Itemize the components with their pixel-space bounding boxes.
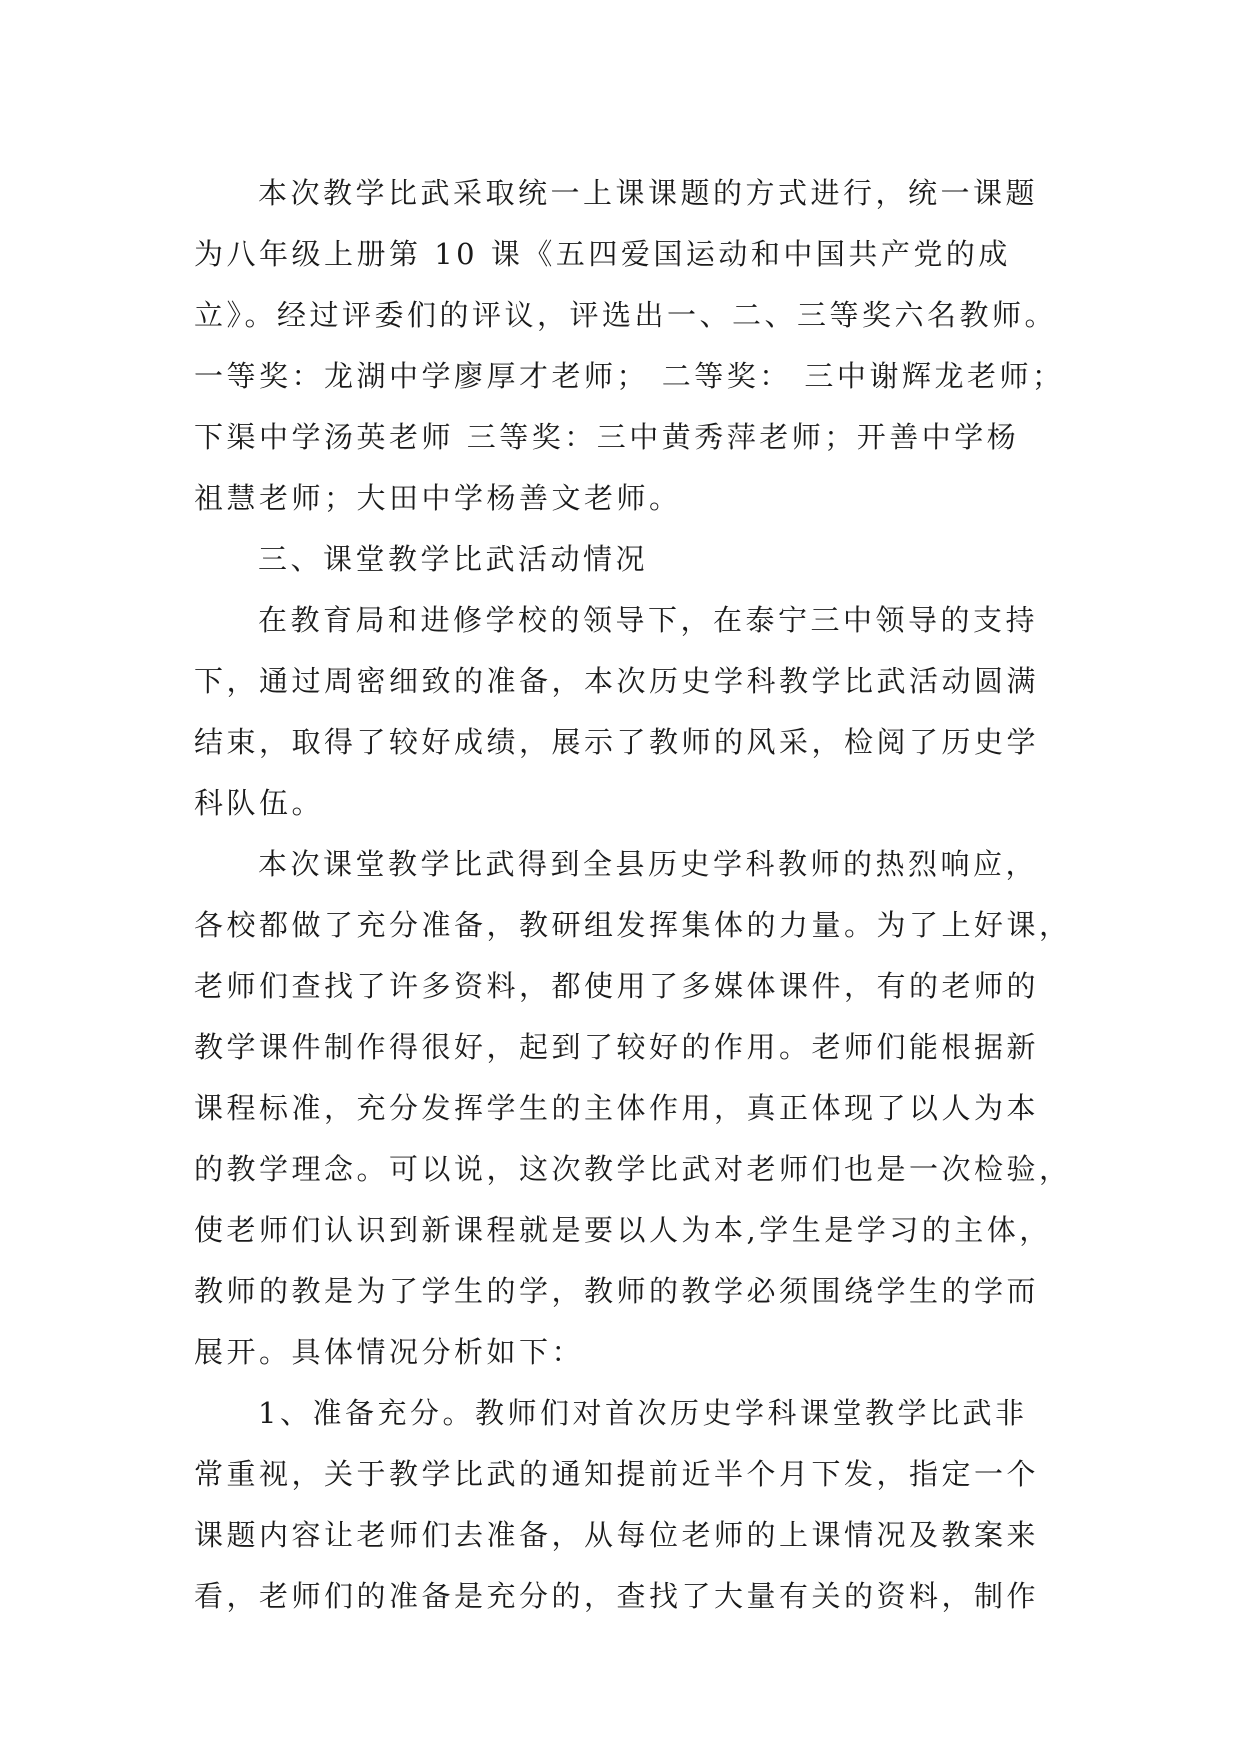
- text-line: 本次教学比武采取统一上课课题的方式进行，统一课题: [258, 176, 1039, 210]
- text-line: 展开。具体情况分析如下：: [194, 1335, 585, 1369]
- document-body: [194, 163, 1072, 1627]
- text-line: 一等奖：龙湖中学廖厚才老师； 二等奖： 三中谢辉龙老师；: [194, 359, 1065, 393]
- text-line: 老师们查找了许多资料，都使用了多媒体课件，有的老师的: [194, 969, 1040, 1003]
- text-line: 课题内容让老师们去准备，从每位老师的上课情况及教案来: [194, 1518, 1040, 1552]
- text-line: 结束，取得了较好成绩，展示了教师的风采，检阅了历史学: [194, 725, 1040, 759]
- text-line: 在教育局和进修学校的领导下，在泰宁三中领导的支持: [258, 603, 1039, 637]
- text-line: 为八年级上册第 10 课《五四爱国运动和中国共产党的成: [194, 237, 1011, 271]
- text-line: 各校都做了充分准备，教研组发挥集体的力量。为了上好课，: [194, 908, 1072, 942]
- text-line: 祖慧老师；大田中学杨善文老师。: [194, 481, 682, 515]
- text-line: 使老师们认识到新课程就是要以人为本,学生是学习的主体，: [194, 1213, 1052, 1247]
- text-line: 教师的教是为了学生的学，教师的教学必须围绕学生的学而: [194, 1274, 1040, 1308]
- text-line: 三、课堂教学比武活动情况: [258, 542, 649, 576]
- text-line: 1、准备充分。教师们对首次历史学科课堂教学比武非: [258, 1396, 1028, 1430]
- text-line: 下，通过周密细致的准备，本次历史学科教学比武活动圆满: [194, 664, 1040, 698]
- text-line: 科队伍。: [194, 786, 325, 820]
- text-line: 本次课堂教学比武得到全县历史学科教师的热烈响应，: [258, 847, 1039, 881]
- text-line: 常重视，关于教学比武的通知提前近半个月下发，指定一个: [194, 1457, 1040, 1491]
- text-line: 课程标准，充分发挥学生的主体作用，真正体现了以人为本: [194, 1091, 1040, 1125]
- text-line: 的教学理念。可以说，这次教学比武对老师们也是一次检验，: [194, 1152, 1072, 1186]
- text-line: 立》。经过评委们的评议，评选出一、二、三等奖六名教师。: [194, 298, 1058, 332]
- text-line: 下渠中学汤英老师 三等奖：三中黄秀萍老师；开善中学杨: [194, 420, 1020, 454]
- text-line: 看，老师们的准备是充分的，查找了大量有关的资料，制作: [194, 1579, 1040, 1613]
- text-line: 教学课件制作得很好，起到了较好的作用。老师们能根据新: [194, 1030, 1040, 1064]
